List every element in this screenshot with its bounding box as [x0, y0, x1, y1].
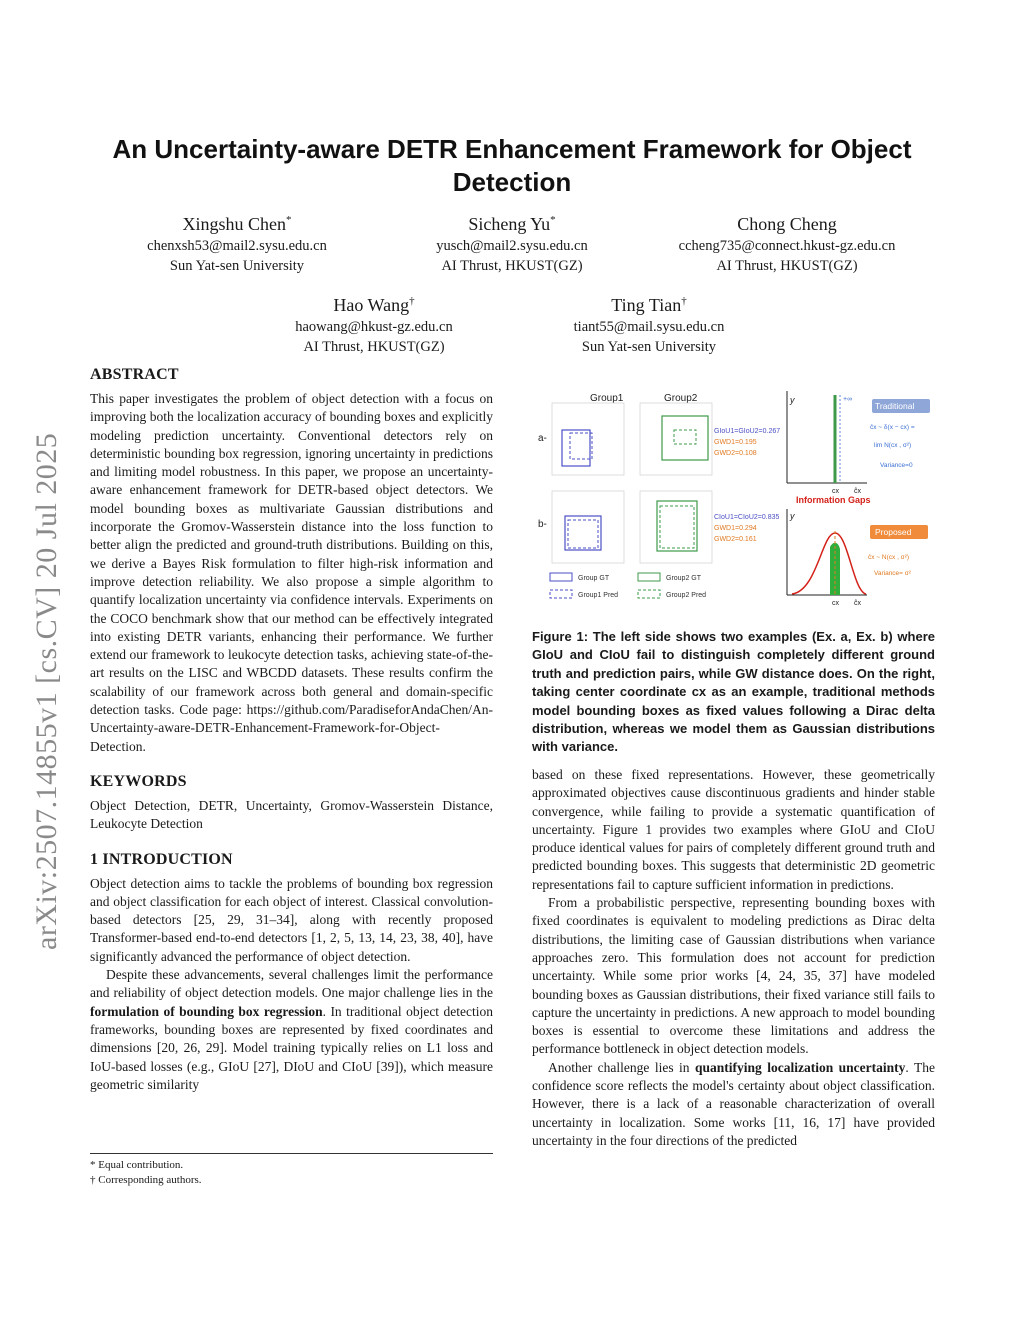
legend-label: Group1 Pred	[578, 592, 619, 599]
author-email: yusch@mail2.sysu.edu.cn	[436, 238, 588, 254]
y-axis-label: y	[790, 395, 795, 405]
group1-label: Group1	[590, 393, 624, 404]
intro-paragraph: Despite these advancements, several challenges limit the performance and reliability of object detection models. One major challenge lies in the formulation of bounding box regression. In traditional object detection frameworks, bounding boxes are represented by fixed coordinates and dimensions [20, 26, 29]. Model training typically relies on L1 loss and IoU-based losses (e.g., GIoU [27], DIoU and CIoU [39]), which measure geometric similarity	[90, 967, 493, 1092]
body-paragraph: based on these fixed representations. However, these geometrically approximated objectives cause discontinuous gradients and hinder stable convergence, while failing to provide a systematic quantification of uncertainty. Figure 1 provides two examples where GIoU and CIoU produce identical values for pairs of completely different ground truth and predicted bounding boxes. This suggests that deterministic 2D geometric representations fail to capture sufficient information in predictions.	[532, 767, 935, 892]
intro-heading: 1 INTRODUCTION	[90, 850, 233, 868]
author-block	[229, 289, 519, 357]
author-affiliation: AI Thrust, HKUST(GZ)	[441, 258, 583, 274]
author-affiliation: AI Thrust, HKUST(GZ)	[303, 339, 445, 355]
group1-gt-box	[565, 516, 601, 550]
arxiv-identifier: arXiv:2507.14855v1 [cs.CV] 20 Jul 2025	[30, 432, 63, 950]
proposed-badge-label: Proposed	[875, 527, 912, 537]
metric-giou: GIoU1=GIoU2=0.267	[714, 428, 781, 435]
legend-label: Group GT	[578, 575, 610, 582]
group2-label: Group2	[664, 393, 698, 404]
traditional-equation: lim N(cx , σ²)	[874, 442, 912, 449]
left-column	[90, 366, 493, 1094]
group2-pred-box	[660, 506, 694, 548]
y-axis-label: y	[790, 511, 795, 521]
gaussian-curve	[792, 533, 866, 594]
legend-swatch	[550, 590, 572, 598]
author-affiliation: Sun Yat-sen University	[581, 339, 717, 355]
variance-zero-label: Variance=0	[880, 462, 913, 469]
author-email: ccheng735@connect.hkust-gz.edu.cn	[678, 238, 896, 254]
author-affiliation: Sun Yat-sen University	[169, 258, 305, 274]
author-block	[504, 289, 794, 357]
footnotes	[90, 1158, 493, 1188]
author-name: Xingshu Chen*	[182, 214, 292, 234]
information-gaps-label: Information Gaps	[796, 495, 871, 505]
abstract-text: This paper investigates the problem of object detection with a focus on improving both the localization accuracy of bounding boxes and explicitly modeling prediction uncertainty. Conventional detectors rely on deterministic bounding box regression, ignoring uncertainty in predictions and limiting model robustness. In this paper, we propose an uncertainty-aware enhancement framework for DETR-based object detectors. We model bounding boxes as multivariate Gaussian distributions and incorporate the Gromov-Wasserstein distance into the loss function to better align the predicted and ground-truth distributions. Building on this, we derive a Bayes Risk formulation to filter high-risk information and improve detection reliability. We also propose a simple algorithm to quantify localization uncertainty via confidence intervals. Experiments on the COCO benchmark show that our method can be effectively integrated into existing DETR variants, enhancing their performance. We further extend our framework to leukocyte detection tasks, achieving state-of-the-art results on the LISC and WBCDD datasets. These results confirm the scalability of our framework across both general and domain-specific detection tasks. Code page: https://github.com/ParadiseforAndaChen/An-Uncertainty-aware-DETR-Enhancement-Framework-for-Object-Detection.	[90, 391, 493, 754]
cx-hat-label: ĉx	[854, 488, 861, 495]
author-name: Hao Wang†	[333, 295, 415, 315]
traditional-equation: ĉx ~ δ(x − cx) =	[870, 424, 915, 431]
author-email: tiant55@mail.sysu.edu.cn	[573, 319, 725, 335]
group2-pred-box	[674, 430, 696, 444]
metric-gwd1: GWD1=0.294	[714, 525, 757, 532]
legend-swatch	[638, 590, 660, 598]
group1-gt-box	[562, 430, 590, 466]
plot-grid-frames	[552, 403, 712, 563]
figure-1	[532, 383, 942, 613]
author-name: Ting Tian†	[611, 295, 687, 315]
group2-gt-box	[662, 416, 708, 460]
right-column	[532, 766, 935, 1150]
proposed-variance-label: Variance= σ²	[874, 570, 911, 577]
body-paragraph: Another challenge lies in quantifying localization uncertainty. The confidence score reflects the model's certainty about object classification. However, there is a lack of a reasonable characterization of overall uncertainty in localization. Some works [11, 16, 17] have provided uncertainty in the four directions of the predicted	[532, 1059, 935, 1148]
metric-gwd2: GWD2=0.161	[714, 536, 757, 543]
cx-label: cx	[832, 600, 839, 607]
proposed-equation: ĉx ~ N(cx , σ²)	[868, 554, 910, 561]
paper-title: An Uncertainty-aware DETR Enhancement Framework for Object Detection	[112, 134, 912, 197]
author-name: Chong Cheng	[737, 214, 837, 234]
figure-caption-block	[532, 628, 935, 757]
author-block	[367, 208, 657, 276]
body-paragraph: From a probabilistic perspective, representing bounding boxes with fixed coordinates is equivalent to modeling predictions as Dirac delta distributions, the limiting case of Gaussian distributions when variance approaches zero. This formulation does not account for prediction uncertainty. While some prior works [4, 24, 35, 37] have modeled bounding boxes as Gaussian distributions, their fixed variance still fails to capture the uncertainty in predictions. A new approach to model bounding boxes is essential to overcome these limitations and address the performance bottleneck in object detection models.	[532, 895, 935, 1057]
footnote: † Corresponding authors.	[90, 1174, 202, 1186]
author-affiliation: AI Thrust, HKUST(GZ)	[716, 258, 858, 274]
keywords-heading: KEYWORDS	[90, 772, 187, 790]
plus-infinity-label: +∞	[843, 396, 853, 403]
traditional-badge-label: Traditional	[875, 401, 915, 411]
keywords-text: Object Detection, DETR, Uncertainty, Gromov-Wasserstein Distance, Leukocyte Detection	[90, 797, 493, 832]
metric-ciou: CIoU1=CIoU2=0.835	[714, 514, 780, 521]
legend-label: Group2 GT	[666, 575, 702, 582]
group1-pred-box	[570, 433, 592, 459]
author-block	[642, 208, 932, 276]
author-email: haowang@hkust-gz.edu.cn	[295, 319, 453, 335]
example-a-label: a-	[538, 433, 547, 444]
group2-gt-box	[657, 501, 697, 551]
example-b-label: b-	[538, 519, 547, 530]
footnote: * Equal contribution.	[90, 1159, 184, 1171]
author-name: Sicheng Yu*	[468, 214, 556, 234]
author-block	[92, 208, 382, 276]
cx-label: cx	[832, 488, 839, 495]
group1-pred-box	[568, 520, 598, 548]
cx-hat-label: ĉx	[854, 600, 861, 607]
metric-gwd1: GWD1=0.195	[714, 439, 757, 446]
figure-caption: Figure 1: The left side shows two examples (Ex. a, Ex. b) where GIoU and CIoU fail to distinguish completely different ground truth and prediction pairs, while GW distance does. On the right, taking center coordinate cx as an example, traditional methods model bounding boxes as fixed values following a Dirac delta distribution, whereas we model them as Gaussian distributions with variance.	[532, 629, 935, 755]
intro-paragraph: Object detection aims to tackle the problems of bounding box regression and object classification for each object of interest. Classical convolution-based detectors [25, 29, 31–34], along with recently proposed Transformer-based end-to-end detectors [1, 2, 5, 13, 14, 23, 38, 40], have significantly advanced the performance of object detection.	[90, 875, 493, 964]
legend-swatch	[638, 573, 660, 581]
author-email: chenxsh53@mail2.sysu.edu.cn	[147, 238, 327, 254]
abstract-heading: ABSTRACT	[90, 366, 179, 383]
legend-label: Group2 Pred	[666, 592, 707, 599]
footnote-rule	[90, 1153, 493, 1154]
legend-swatch	[550, 573, 572, 581]
metric-gwd2: GWD2=0.108	[714, 450, 757, 457]
